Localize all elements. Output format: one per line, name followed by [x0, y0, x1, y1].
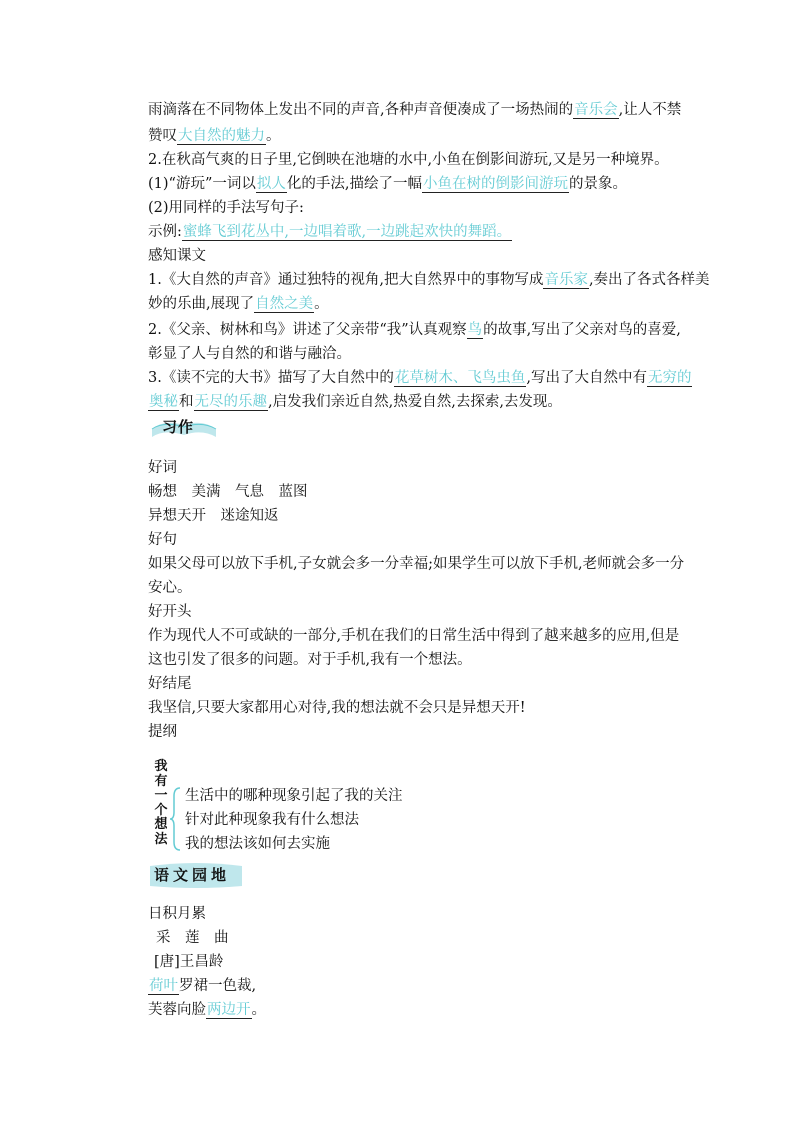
- answer-blank: 音乐家: [544, 272, 588, 288]
- answer-blank: 花草树木、飞鸟虫鱼: [394, 370, 526, 386]
- words-line2: 异想天开 迷途知返: [148, 508, 279, 524]
- opening-line1: 作为现代人不可或缺的一部分,手机在我们的日常生活中得到了越来越多的应用,但是: [148, 628, 680, 644]
- ganzhi-item3-line1: 3.《读不完的大书》描写了大自然中的花草树木、飞鸟虫鱼,写出了大自然中有无穷的: [148, 370, 692, 386]
- question-2: 2.在秋高气爽的日子里,它倒映在池塘的水中,小鱼在倒影间游玩,又是另一种境界。: [148, 152, 669, 168]
- outline-item2: 针对此种现象我有什么想法: [185, 812, 359, 828]
- ganzhi-item2-line1: 2.《父亲、树林和鸟》讲述了父亲带“我”认真观察鸟的故事,写出了父亲对鸟的喜爱,: [148, 322, 681, 338]
- ganzhi-item2-line2: 彰显了人与自然的和谐与融洽。: [148, 346, 351, 362]
- poem-author: [唐]王昌龄: [154, 954, 224, 970]
- xizuo-header: [150, 415, 218, 439]
- poem-line1: 荷叶罗裙一色裁,: [149, 978, 257, 994]
- outline-item1: 生活中的哪种现象引起了我的关注: [185, 788, 403, 804]
- opening-line2: 这也引发了很多的问题。对于手机,我有一个想法。: [148, 652, 472, 668]
- answer-blank: 荷叶: [149, 978, 178, 994]
- ending-line: 我坚信,只要大家都用心对待,我的想法就不会只是异想天开!: [148, 700, 526, 716]
- answer-blank: 蜜蜂飞到花丛中,一边唱着歌,一边跳起欢快的舞蹈。: [182, 224, 512, 240]
- para-rain-line2: 赞叹大自然的魅力。: [148, 128, 281, 144]
- answer-blank: 奥秘: [149, 394, 178, 410]
- answer-blank: 无尽的乐趣: [194, 394, 267, 410]
- answer-blank: 无穷的: [647, 370, 692, 386]
- label-tigang: 提纲: [148, 724, 177, 740]
- outline-topic: 我有一个想法: [154, 759, 168, 847]
- sentence-line2: 安心。: [148, 580, 192, 596]
- poem-line2: 芙蓉向脸两边开。: [148, 1002, 266, 1018]
- label-haoci: 好词: [148, 460, 177, 476]
- ganzhi-item1-line2: 妙的乐曲,展现了自然之美。: [148, 296, 329, 312]
- answer-blank: 拟人: [256, 176, 286, 192]
- answer-blank: 两边开: [207, 1002, 251, 1018]
- answer-blank: 音乐会: [574, 102, 618, 118]
- example-line: 示例:蜜蜂飞到花丛中,一边唱着歌,一边跳起欢快的舞蹈。: [148, 224, 512, 240]
- label-kaitou: 好开头: [148, 604, 192, 620]
- words-line1: 畅想 美满 气息 蓝图: [148, 484, 308, 500]
- answer-blank: 鸟: [467, 322, 483, 338]
- brace-icon: [170, 786, 182, 852]
- ganzhi-item3-line2: 奥秘和无尽的乐趣,启发我们亲近自然,热爱自然,去探索,去发现。: [149, 394, 562, 410]
- label-jiewei: 好结尾: [148, 676, 192, 692]
- answer-blank: 自然之美: [255, 296, 314, 312]
- ganzhi-item1-line1: 1.《大自然的声音》通过独特的视角,把大自然界中的事物写成音乐家,奏出了各式各样美: [148, 272, 710, 288]
- poem-title: 采 莲 曲: [156, 930, 229, 946]
- section-title-ganzhi: 感知课文: [148, 248, 206, 264]
- label-haoju: 好句: [148, 532, 177, 548]
- question-2-sub2: (2)用同样的手法写句子:: [148, 200, 304, 216]
- yuwen-header-text: 语文园地: [154, 866, 231, 884]
- xizuo-header-text: 习作: [162, 418, 195, 436]
- question-2-sub1: (1)“游玩”一词以拟人化的手法,描绘了一幅小鱼在树的倒影间游玩的景象。: [148, 176, 627, 192]
- yuwen-header: [148, 860, 244, 890]
- answer-blank: 大自然的魅力: [178, 128, 265, 144]
- answer-blank: 小鱼在树的倒影间游玩: [422, 176, 568, 192]
- label-rjly: 日积月累: [148, 906, 206, 922]
- sentence-line1: 如果父母可以放下手机,子女就会多一分幸福;如果学生可以放下手机,老师就会多一分: [148, 556, 685, 572]
- para-rain-line1: 雨滴落在不同物体上发出不同的声音,各种声音便凑成了一场热闹的音乐会,让人不禁: [148, 102, 682, 118]
- outline-item3: 我的想法该如何去实施: [185, 836, 330, 852]
